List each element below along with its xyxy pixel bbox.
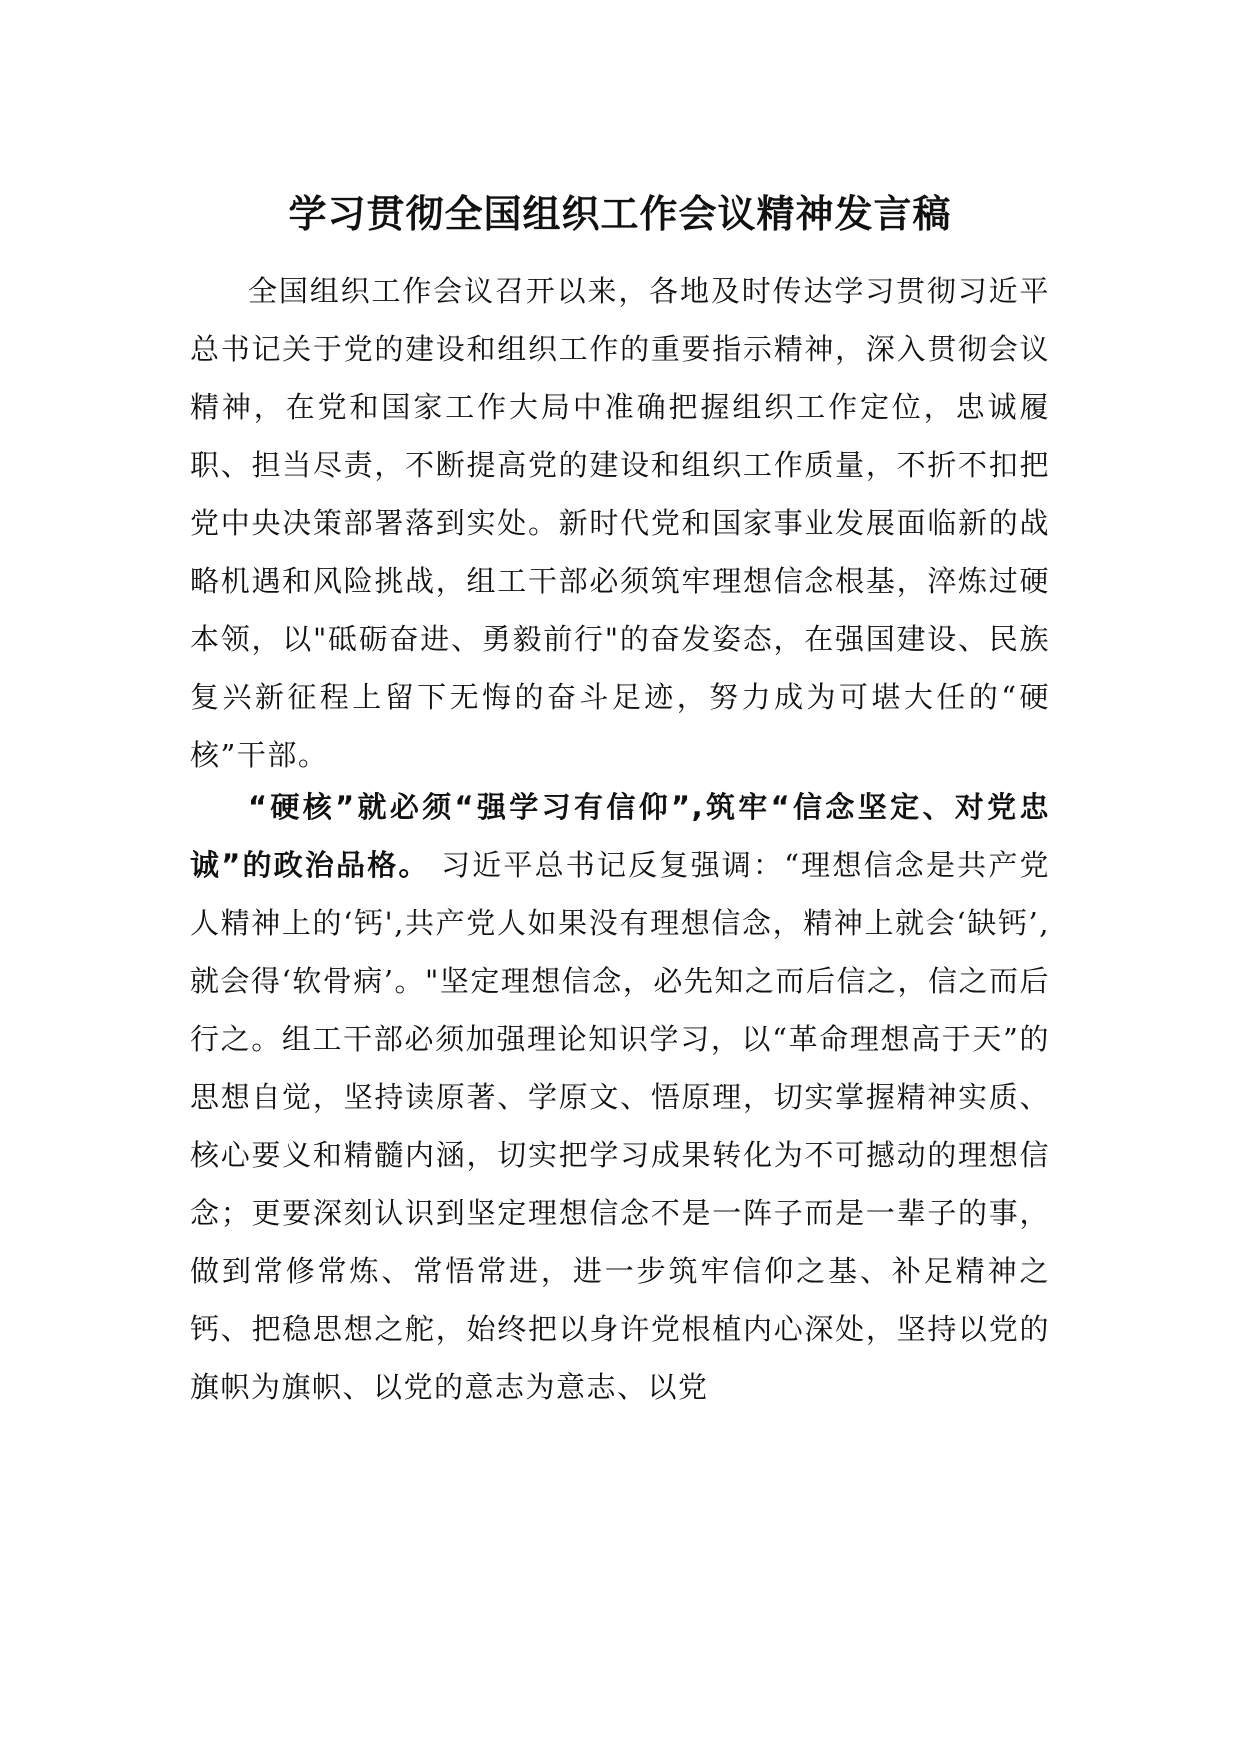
section-heading-bold: “硬核”就必须“强学习有信仰”,筑牢“信念坚定、对党忠诚”的政治品格。 — [190, 790, 1050, 882]
paragraph-section-1 — [190, 778, 1050, 1416]
paragraph-intro: 全国组织工作会议召开以来，各地及时传达学习贯彻习近平总书记关于党的建设和组织工作的重要指示精神，深入贯彻会议精神，在党和国家工作大局中准确把握组织工作定位，忠诚履职、担当尽责，不断提高党的建设和组织工作质量，不折不扣把党中央决策部署落到实处。新时代党和国家事业发展面临新的战略机遇和风险挑战，组工干部必须筑牢理想信念根基，淬炼过硬本领，以"砥砺奋进、勇毅前行"的奋发姿态，在强国建设、民族复兴新征程上留下无悔的奋斗足迹，努力成为可堪大任的“硬核”干部。 — [190, 274, 1050, 772]
section-body-spacer — [430, 848, 441, 882]
section-body-text: 习近平总书记反复强调：“理想信念是共产党人精神上的‘钙',共产党人如果没有理想信念，精神上就会‘缺钙’,就会得‘软骨病’。"坚定理想信念，必先知之而后信之，信之而后行之。组工干部必须加强理论知识学习，以“革命理想高于天”的思想自觉，坚持读原著、学原文、悟原理，切实掌握精神实质、核心要义和精髓内涵，切实把学习成果转化为不可撼动的理想信念；更要深刻认识到坚定理想信念不是一阵子而是一辈子的事，做到常修常炼、常悟常进，进一步筑牢信仰之基、补足精神之钙、把稳思想之舵，始终把以身许党根植内心深处，坚持以党的旗帜为旗帜、以党的意志为意志、以党 — [190, 848, 1051, 1404]
document-title: 学习贯彻全国组织工作会议精神发言稿 — [288, 192, 952, 236]
